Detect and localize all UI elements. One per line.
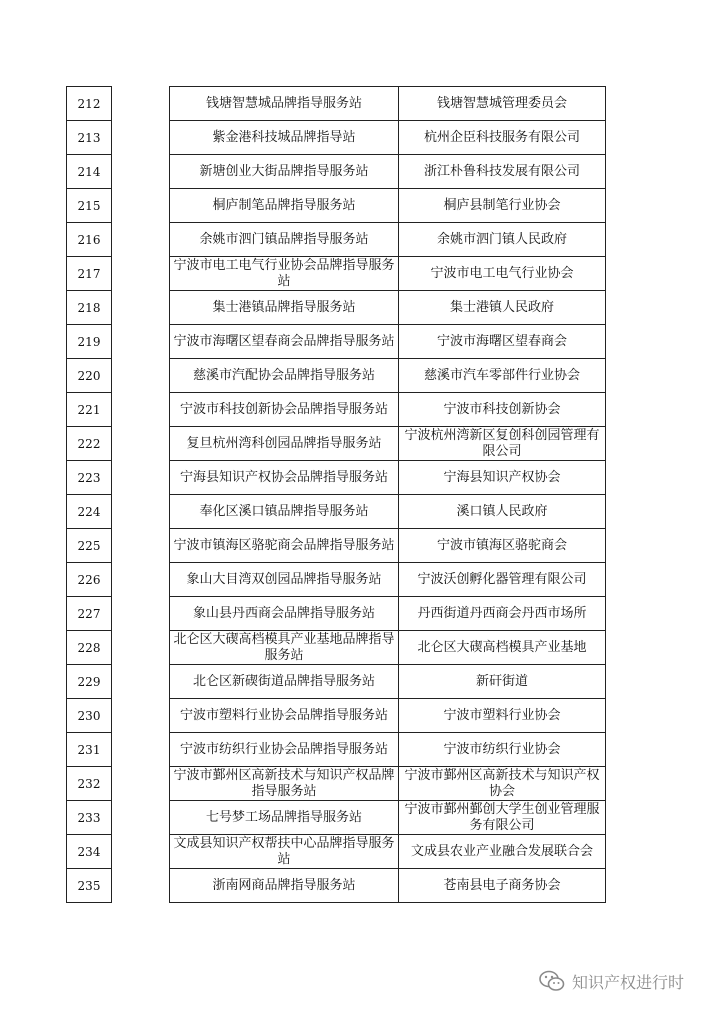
- table-row: [170, 495, 606, 529]
- table-row: [170, 699, 606, 733]
- table-row: [170, 529, 606, 563]
- station-name-cell: 北仑区大碶高档模具产业基地品牌指导服务站: [170, 631, 399, 665]
- table-row: [170, 563, 606, 597]
- station-name-cell: 钱塘智慧城品牌指导服务站: [170, 87, 399, 121]
- table-row: [170, 631, 606, 665]
- row-number-row: [67, 87, 112, 121]
- table-row: [170, 427, 606, 461]
- operating-org-cell: 宁波市海曙区望春商会: [399, 325, 606, 359]
- table-row: [170, 359, 606, 393]
- row-number-cell: 233: [67, 801, 112, 835]
- wechat-icon: [538, 969, 566, 993]
- operating-org-cell: 宁波市鄞州鄞创大学生创业管理服 务有限公司: [399, 801, 606, 835]
- station-name-cell: 象山大目湾双创园品牌指导服务站: [170, 563, 399, 597]
- watermark: [538, 968, 684, 994]
- operating-org-cell: 宁波市镇海区骆驼商会: [399, 529, 606, 563]
- operating-org-cell: 宁波市鄞州区高新技术与知识产权协会: [399, 767, 606, 801]
- row-number-cell: 223: [67, 461, 112, 495]
- row-number-body: [67, 87, 112, 903]
- table-row: [170, 835, 606, 869]
- station-name-cell: 集士港镇品牌指导服务站: [170, 291, 399, 325]
- row-number-table: [66, 86, 112, 903]
- row-number-cell: 217: [67, 257, 112, 291]
- operating-org-cell: 文成县农业产业融合发展联合会: [399, 835, 606, 869]
- row-number-row: [67, 121, 112, 155]
- row-number-cell: 226: [67, 563, 112, 597]
- row-number-cell: 218: [67, 291, 112, 325]
- row-number-row: [67, 699, 112, 733]
- operating-org-cell: 宁波沃创孵化器管理有限公司: [399, 563, 606, 597]
- station-name-cell: 宁波市科技创新协会品牌指导服务站: [170, 393, 399, 427]
- row-number-row: [67, 665, 112, 699]
- station-name-cell: 紫金港科技城品牌指导站: [170, 121, 399, 155]
- operating-org-cell: 宁波市纺织行业协会: [399, 733, 606, 767]
- row-number-cell: 222: [67, 427, 112, 461]
- station-name-cell: 宁波市电工电气行业协会品牌指导服务站: [170, 257, 399, 291]
- table-row: [170, 257, 606, 291]
- station-name-cell: 桐庐制笔品牌指导服务站: [170, 189, 399, 223]
- table-row: [170, 461, 606, 495]
- operating-org-cell: 宁波市科技创新协会: [399, 393, 606, 427]
- operating-org-cell: 苍南县电子商务协会: [399, 869, 606, 903]
- row-number-row: [67, 767, 112, 801]
- row-number-cell: 224: [67, 495, 112, 529]
- row-number-row: [67, 869, 112, 903]
- row-number-cell: 215: [67, 189, 112, 223]
- row-number-cell: 227: [67, 597, 112, 631]
- operating-org-cell: 溪口镇人民政府: [399, 495, 606, 529]
- operating-org-cell: 余姚市泗门镇人民政府: [399, 223, 606, 257]
- operating-org-cell: 宁波市电工电气行业协会: [399, 257, 606, 291]
- service-station-table: [169, 86, 606, 903]
- operating-org-cell: 宁海县知识产权协会: [399, 461, 606, 495]
- operating-org-cell: 钱塘智慧城管理委员会: [399, 87, 606, 121]
- operating-org-cell: 浙江朴鲁科技发展有限公司: [399, 155, 606, 189]
- table-row: [170, 393, 606, 427]
- station-name-cell: 浙南网商品牌指导服务站: [170, 869, 399, 903]
- row-number-row: [67, 223, 112, 257]
- table-row: [170, 767, 606, 801]
- row-number-cell: 230: [67, 699, 112, 733]
- row-number-row: [67, 189, 112, 223]
- row-number-row: [67, 495, 112, 529]
- row-number-row: [67, 427, 112, 461]
- row-number-cell: 216: [67, 223, 112, 257]
- operating-org-cell: 宁波市塑料行业协会: [399, 699, 606, 733]
- row-number-cell: 228: [67, 631, 112, 665]
- station-name-cell: 宁波市海曙区望春商会品牌指导服务站: [170, 325, 399, 359]
- station-name-cell: 余姚市泗门镇品牌指导服务站: [170, 223, 399, 257]
- row-number-row: [67, 155, 112, 189]
- row-number-row: [67, 393, 112, 427]
- row-number-row: [67, 257, 112, 291]
- row-number-cell: 219: [67, 325, 112, 359]
- row-number-cell: 220: [67, 359, 112, 393]
- station-name-cell: 复旦杭州湾科创园品牌指导服务站: [170, 427, 399, 461]
- table-row: [170, 597, 606, 631]
- operating-org-cell: 慈溪市汽车零部件行业协会: [399, 359, 606, 393]
- table-row: [170, 223, 606, 257]
- operating-org-cell: 桐庐县制笔行业协会: [399, 189, 606, 223]
- station-name-cell: 新塘创业大街品牌指导服务站: [170, 155, 399, 189]
- row-number-cell: 229: [67, 665, 112, 699]
- station-name-cell: 宁海县知识产权协会品牌指导服务站: [170, 461, 399, 495]
- row-number-cell: 235: [67, 869, 112, 903]
- row-number-cell: 213: [67, 121, 112, 155]
- table-row: [170, 155, 606, 189]
- table-row: [170, 291, 606, 325]
- station-name-cell: 宁波市纺织行业协会品牌指导服务站: [170, 733, 399, 767]
- row-number-row: [67, 359, 112, 393]
- operating-org-cell: 丹西街道丹西商会丹西市场所: [399, 597, 606, 631]
- row-number-row: [67, 733, 112, 767]
- row-number-cell: 234: [67, 835, 112, 869]
- station-name-cell: 北仑区新碶街道品牌指导服务站: [170, 665, 399, 699]
- table-row: [170, 801, 606, 835]
- station-name-cell: 宁波市塑料行业协会品牌指导服务站: [170, 699, 399, 733]
- table-row: [170, 325, 606, 359]
- row-number-row: [67, 529, 112, 563]
- operating-org-cell: 集士港镇人民政府: [399, 291, 606, 325]
- service-station-body: [170, 87, 606, 903]
- table-row: [170, 121, 606, 155]
- station-name-cell: 奉化区溪口镇品牌指导服务站: [170, 495, 399, 529]
- row-number-row: [67, 563, 112, 597]
- station-name-cell: 文成县知识产权帮扶中心品牌指导服务站: [170, 835, 399, 869]
- row-number-row: [67, 597, 112, 631]
- station-name-cell: 宁波市鄞州区高新技术与知识产权品牌指导服务站: [170, 767, 399, 801]
- table-row: [170, 189, 606, 223]
- station-name-cell: 象山县丹西商会品牌指导服务站: [170, 597, 399, 631]
- table-row: [170, 733, 606, 767]
- row-number-row: [67, 801, 112, 835]
- row-number-row: [67, 835, 112, 869]
- row-number-row: [67, 461, 112, 495]
- row-number-cell: 231: [67, 733, 112, 767]
- row-number-cell: 212: [67, 87, 112, 121]
- row-number-cell: 232: [67, 767, 112, 801]
- operating-org-cell: 北仑区大碶高档模具产业基地: [399, 631, 606, 665]
- row-number-cell: 221: [67, 393, 112, 427]
- table-row: [170, 87, 606, 121]
- station-name-cell: 宁波市镇海区骆驼商会品牌指导服务站: [170, 529, 399, 563]
- row-number-cell: 225: [67, 529, 112, 563]
- row-number-row: [67, 631, 112, 665]
- table-row: [170, 869, 606, 903]
- watermark-text: 知识产权进行时: [572, 972, 685, 992]
- operating-org-cell: 新矸街道: [399, 665, 606, 699]
- station-name-cell: 七号梦工场品牌指导服务站: [170, 801, 399, 835]
- row-number-row: [67, 291, 112, 325]
- operating-org-cell: 宁波杭州湾新区复创科创园管理有限公司: [399, 427, 606, 461]
- operating-org-cell: 杭州企臣科技服务有限公司: [399, 121, 606, 155]
- row-number-row: [67, 325, 112, 359]
- station-name-cell: 慈溪市汽配协会品牌指导服务站: [170, 359, 399, 393]
- table-row: [170, 665, 606, 699]
- row-number-cell: 214: [67, 155, 112, 189]
